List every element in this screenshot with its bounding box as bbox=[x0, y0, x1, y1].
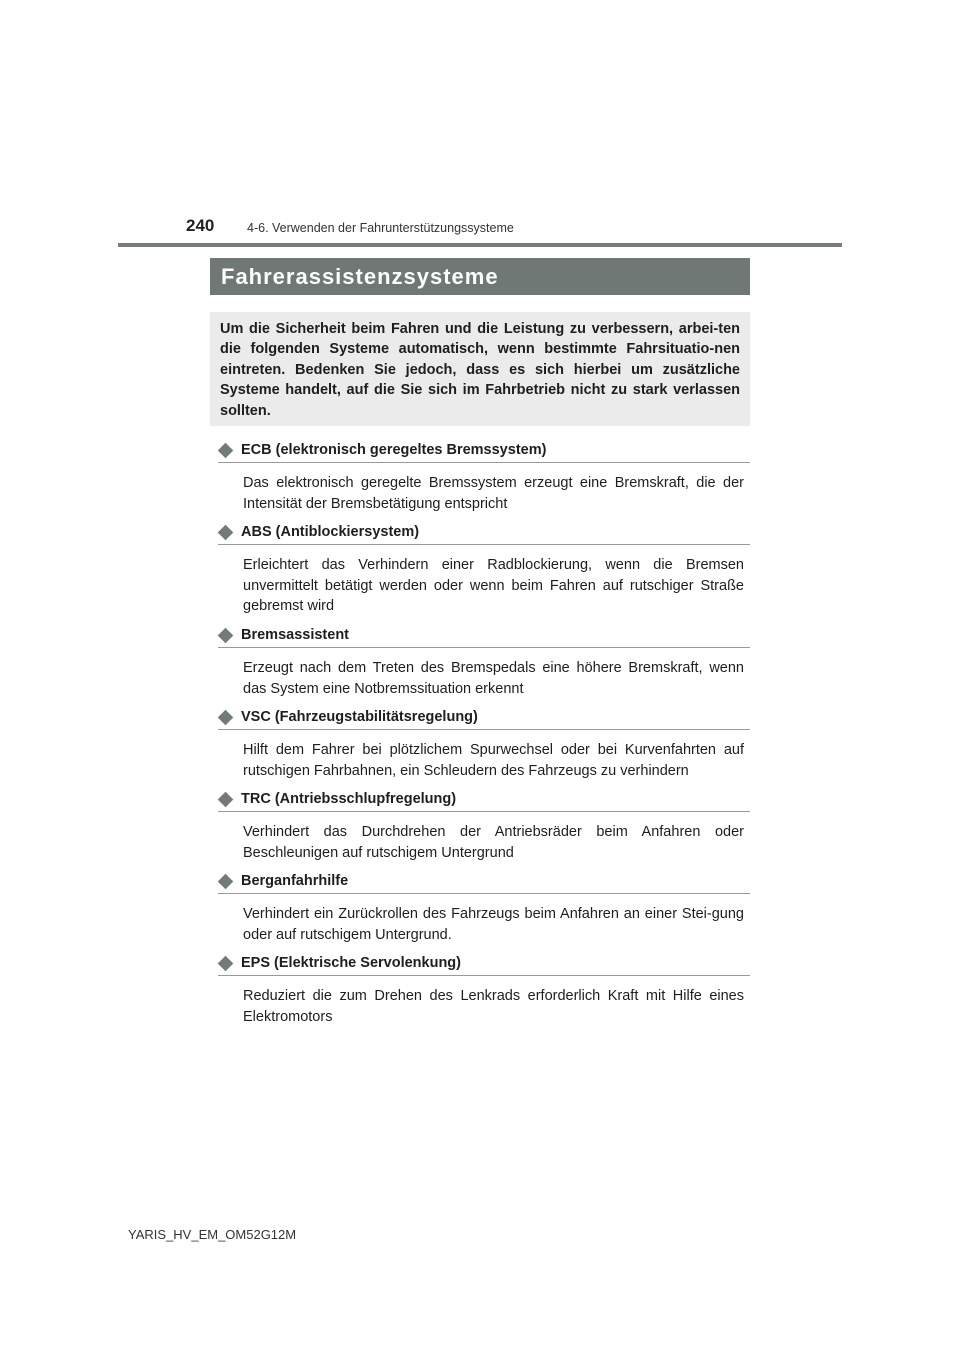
section-ecb bbox=[218, 440, 750, 514]
section-abs bbox=[218, 522, 750, 617]
section-heading bbox=[218, 789, 750, 812]
diamond-bullet-icon bbox=[218, 442, 234, 458]
intro-text: Um die Sicherheit beim Fahren und die Leistung zu verbessern, arbei-ten die folgenden Systeme automatisch, wenn bestimmte Fahrsituatio-nen eintreten. Bedenken Sie jedoch, dass es sich hierbei um zusätzliche Systeme handelt, auf die Sie sich im Fahrbetrieb nicht zu stark verlassen sollten. bbox=[220, 321, 740, 419]
section-heading bbox=[218, 871, 750, 894]
section-eps bbox=[218, 953, 750, 1027]
section-heading bbox=[218, 522, 750, 545]
diamond-bullet-icon bbox=[218, 791, 234, 807]
document-code: YARIS_HV_EM_OM52G12M bbox=[128, 1227, 297, 1242]
section-heading bbox=[218, 707, 750, 730]
section-body: Hilft dem Fahrer bei plötzlichem Spurwechsel oder bei Kurvenfahrten auf rutschigen Fahrbahnen, ein Schleudern des Fahrzeugs zu verhindern bbox=[243, 742, 744, 779]
section-body: Das elektronisch geregelte Bremssystem erzeugt eine Bremskraft, die der Intensität der Bremsbetätigung entspricht bbox=[243, 475, 744, 512]
diamond-bullet-icon bbox=[218, 524, 234, 540]
section-body: Erleichtert das Verhindern einer Radblockierung, wenn die Bremsen unvermittelt betätigt werden oder wenn beim Fahren auf rutschiger Straße gebremst wird bbox=[243, 557, 744, 614]
diamond-bullet-icon bbox=[218, 709, 234, 725]
page-title: Fahrerassistenzsysteme bbox=[221, 264, 499, 289]
diamond-bullet-icon bbox=[218, 955, 234, 971]
section-vsc bbox=[218, 707, 750, 781]
section-title: ECB (elektronisch geregeltes Bremssystem) bbox=[241, 442, 547, 458]
diamond-bullet-icon bbox=[218, 627, 234, 643]
section-title: Bremsassistent bbox=[241, 627, 349, 643]
section-body: Verhindert das Durchdrehen der Antriebsräder beim Anfahren oder Beschleunigen auf rutschigem Untergrund bbox=[243, 824, 744, 861]
section-title: EPS (Elektrische Servolenkung) bbox=[241, 955, 461, 971]
section-title: ABS (Antiblockiersystem) bbox=[241, 524, 420, 540]
diamond-bullet-icon bbox=[218, 873, 234, 889]
page-number: 240 bbox=[186, 216, 215, 235]
intro-box bbox=[210, 312, 750, 426]
section-heading bbox=[218, 625, 750, 648]
section-berganfahrhilfe bbox=[218, 871, 750, 945]
section-heading bbox=[218, 440, 750, 463]
section-body: Erzeugt nach dem Treten des Bremspedals eine höhere Bremskraft, wenn das System eine Notbremssituation erkennt bbox=[243, 660, 744, 697]
section-title: VSC (Fahrzeugstabilitätsregelung) bbox=[241, 709, 478, 725]
section-title-bar bbox=[210, 258, 750, 295]
section-bremsassistent bbox=[218, 625, 750, 699]
section-body: Verhindert ein Zurückrollen des Fahrzeugs beim Anfahren an einer Stei-gung oder auf rutschigem Untergrund. bbox=[243, 906, 744, 943]
section-heading bbox=[218, 953, 750, 976]
header-divider bbox=[118, 243, 842, 247]
section-trc bbox=[218, 789, 750, 863]
chapter-title: 4-6. Verwenden der Fahrunterstützungssysteme bbox=[247, 221, 514, 235]
section-body: Reduziert die zum Drehen des Lenkrads erforderlich Kraft mit Hilfe eines Elektromotors bbox=[243, 988, 744, 1025]
section-title: Berganfahrhilfe bbox=[241, 873, 349, 889]
section-title: TRC (Antriebsschlupfregelung) bbox=[241, 791, 457, 807]
